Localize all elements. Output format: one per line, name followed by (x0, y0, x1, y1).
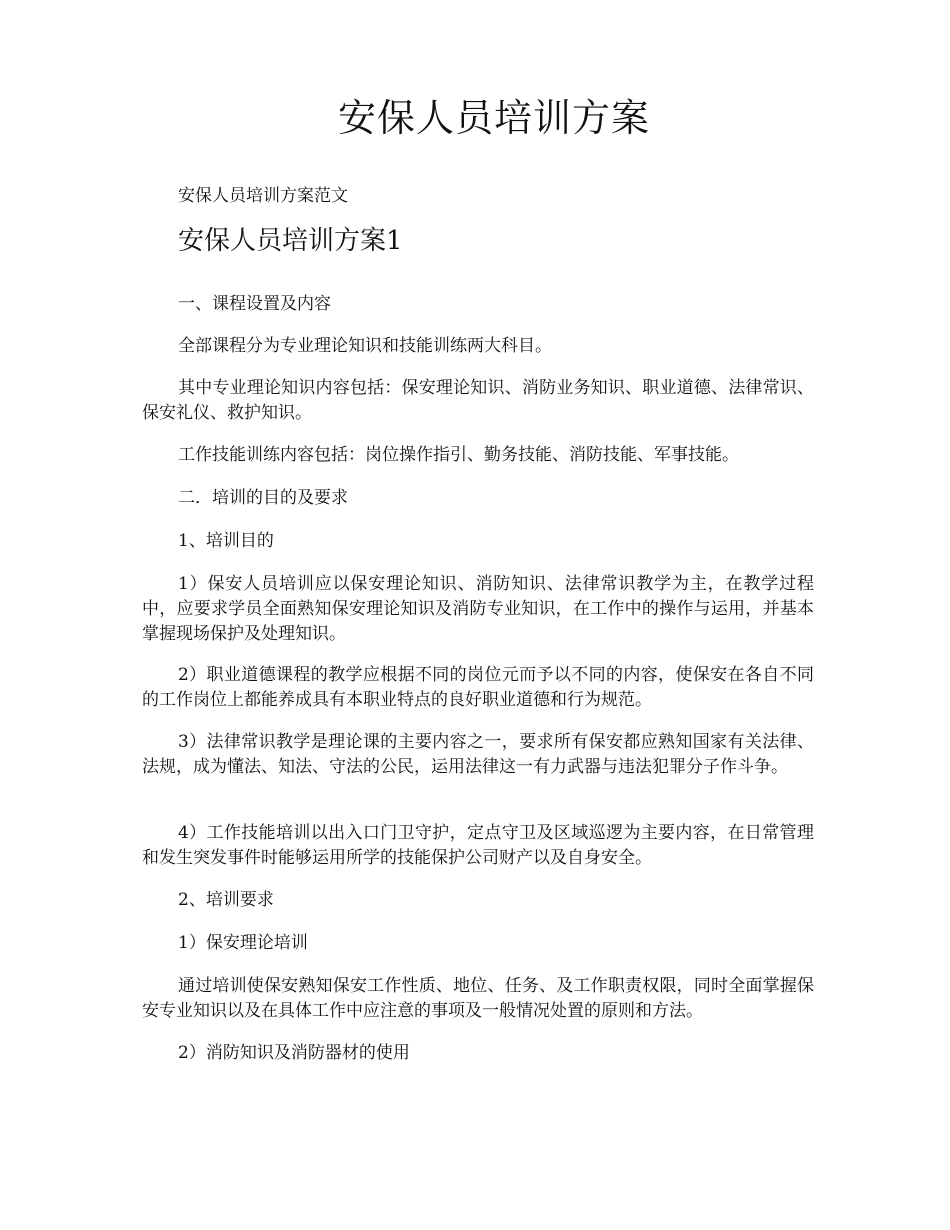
paragraph-7: 1）保安人员培训应以保安理论知识、消防知识、法律常识教学为主，在教学过程中，应要求学员全面熟知保安理论知识及消防专业知识，在工作中的操作与运用，并基本掌握现场保护及处理知识。 (142, 574, 814, 644)
paragraph-6: 1、培训目的 (178, 531, 274, 551)
paragraph-13: 通过培训使保安熟知保安工作性质、地位、任务、及工作职责权限，同时全面掌握保安专业知识以及在具体工作中应注意的事项及一般情况处置的原则和方法。 (142, 976, 814, 1021)
paragraph-14: 2）消防知识及消防器材的使用 (178, 1043, 410, 1063)
paragraph-4: 工作技能训练内容包括：岗位操作指引、勤务技能、消防技能、军事技能。 (178, 445, 739, 465)
paragraph-3: 其中专业理论知识内容包括：保安理论知识、消防业务知识、职业道德、法律常识、保安礼仪、救护知识。 (142, 378, 814, 423)
paragraph-5: 二．培训的目的及要求 (178, 488, 348, 508)
paragraph-2: 全部课程分为专业理论知识和技能训练两大科目。 (178, 336, 552, 356)
paragraph-10: 4）工作技能培训以出入口门卫守护，定点守卫及区域巡逻为主要内容，在日常管理和发生突发事件时能够运用所学的技能保护公司财产以及自身安全。 (142, 823, 814, 868)
document-subtitle: 安保人员培训方案范文 (178, 186, 348, 206)
document-title: 安保人员培训方案 (337, 96, 650, 140)
paragraph-8: 2）职业道德课程的教学应根据不同的岗位元而予以不同的内容，使保安在各自不同的工作岗位上都能养成具有本职业特点的良好职业道德和行为规范。 (142, 665, 814, 710)
paragraph-1: 一、课程设置及内容 (178, 294, 331, 314)
paragraph-11: 2、培训要求 (178, 890, 274, 910)
paragraph-12: 1）保安理论培训 (178, 933, 308, 953)
paragraph-9: 3）法律常识教学是理论课的主要内容之一，要求所有保安都应熟知国家有关法律、法规，成为懂法、知法、守法的公民，运用法律这一有力武器与违法犯罪分子作斗争。 (142, 732, 814, 777)
section-heading: 安保人员培训方案1 (178, 226, 403, 256)
